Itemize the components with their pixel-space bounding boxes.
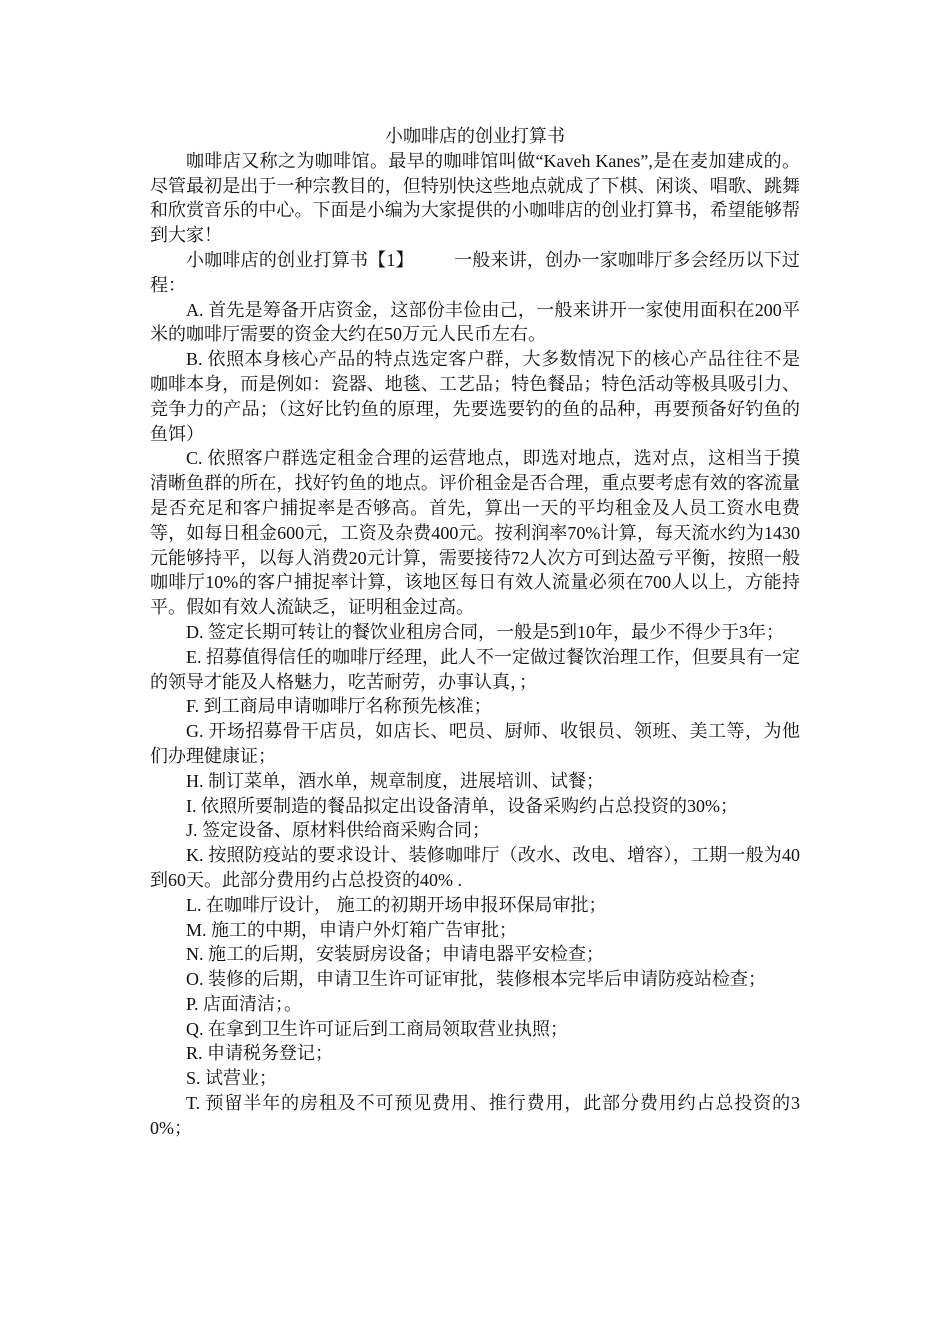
list-item-g: G. 开场招募骨干店员，如店长、吧员、厨师、收银员、领班、美工等，为他们办理健康证； xyxy=(150,721,800,766)
intro-paragraph: 咖啡店又称之为咖啡馆。最早的咖啡馆叫做“Kaveh Kanes”,是在麦加建成的。尽管最初是出于一种宗教目的，但特别快这些地点就成了下棋、闲谈、唱歌、跳舞和欣赏音乐的中心。下面是小编为大家提供的小咖啡店的创业打算书，希望能够帮到大家！ xyxy=(150,150,800,246)
document-page xyxy=(150,124,800,1141)
list-item-q: Q. 在拿到卫生许可证后到工商局领取营业执照； xyxy=(186,1018,568,1039)
list-item-o: O. 装修的后期，申请卫生许可证审批，装修根本完毕后申请防疫站检查； xyxy=(186,969,766,990)
list-item-f: F. 到工商局申请咖啡厅名称预先核准； xyxy=(186,696,492,717)
list-item-t: T. 预留半年的房租及不可预见费用、推行费用，此部分费用约占总投资的30%； xyxy=(150,1093,800,1138)
list-item-l: L. 在咖啡厅设计， 施工的初期开场申报环保局审批； xyxy=(186,894,607,915)
list-item-d: D. 签定长期可转让的餐饮业租房合同，一般是5到10年，最少不得少于3年； xyxy=(186,621,784,642)
section-lead: 一般来讲，创办一家咖啡厅多会经历以下过程： xyxy=(150,249,800,295)
list-item-e: E. 招募值得信任的咖啡厅经理，此人不一定做过餐饮治理工作，但要具有一定的领导才能及人格魅力，吃苦耐劳，办事认真，； xyxy=(150,646,800,692)
list-item-b: B. 依照本身核心产品的特点选定客户群，大多数情况下的核心产品往往不是咖啡本身，而是例如：瓷器、地毯、工艺品；特色餐品；特色活动等极具吸引力、竞争力的产品；（这好比钓鱼的原理，先要选要钓的鱼的品种，再要预备好钓鱼的鱼饵） xyxy=(150,349,800,444)
list-item-m: M. 施工的中期，申请户外灯箱广告审批； xyxy=(186,919,518,940)
list-item-s: S. 试营业； xyxy=(186,1068,278,1089)
list-item-a: A. 首先是筹备开店资金，这部份丰俭由己，一般来讲开一家使用面积在200平米的咖啡厅需要的资金大约在50万元人民币左右。 xyxy=(150,299,800,345)
list-item-h: H. 制订菜单，酒水单，规章制度，进展培训、试餐； xyxy=(186,770,604,791)
section-heading: 小咖啡店的创业打算书【1】 xyxy=(186,249,414,270)
list-item-k: K. 按照防疫站的要求设计、装修咖啡厅（改水、改电、增容），工期一般为40到60天。此部分费用约占总投资的40% . xyxy=(150,845,800,890)
list-item-r: R. 申请税务登记； xyxy=(186,1043,334,1064)
section-paragraph xyxy=(150,248,800,298)
list-item-c: C. 依照客户群选定租金合理的运营地点，即选对地点，选对点，这相当于摸清晰鱼群的所在，找好钓鱼的地点。评价租金是否合理，重点要考虑有效的客流量是否充足和客户捕捉率是否够高。首先，算出一天的平均租金及人员工资水电费等，如每日租金600元，工资及杂费400元。按利润率70%计算，每天流水约为1430元能够持平，以每人消费20元计算，需要接待72人次方可到达盈亏平衡，按照一般咖啡厅10%的客户捕捉率计算，该地区每日有效人流量必须在700人以上，方能持平。假如有效人流缺乏，证明租金过高。 xyxy=(150,448,800,618)
list-item-p: P. 店面清洁；。 xyxy=(186,993,303,1014)
document-title: 小咖啡店的创业打算书 xyxy=(385,126,565,146)
list-item-n: N. 施工的后期，安装厨房设备；申请电器平安检查； xyxy=(186,944,604,965)
list-item-i: I. 依照所要制造的餐品拟定出设备清单，设备采购约占总投资的30%； xyxy=(186,795,738,816)
list-item-j: J. 签定设备、原材料供给商采购合同； xyxy=(186,820,491,841)
